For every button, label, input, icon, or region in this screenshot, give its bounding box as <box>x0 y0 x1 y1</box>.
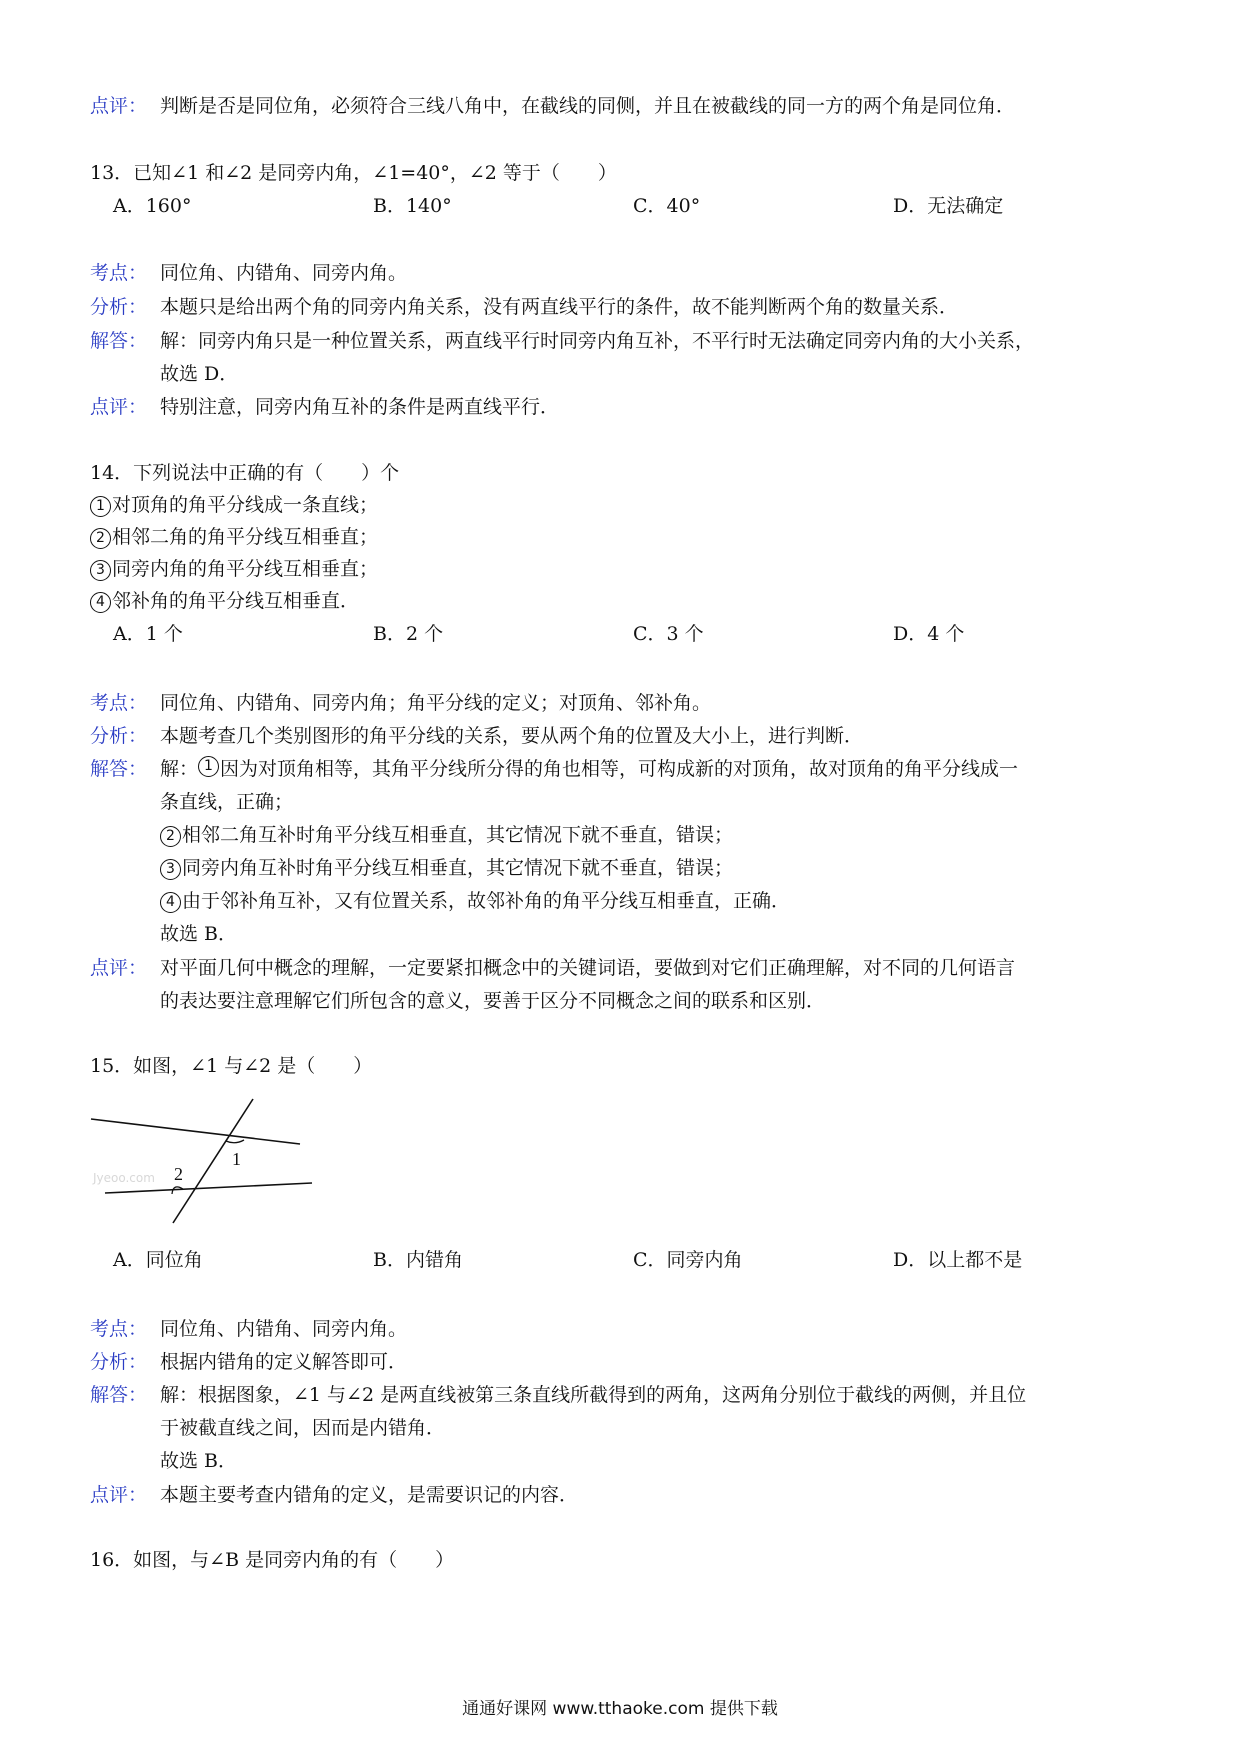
option-a: A．160° <box>113 195 192 217</box>
option-d: D．4 个 <box>893 623 965 645</box>
transversal-line <box>173 1099 253 1223</box>
answer-line: 于被截直线之间，因而是内错角． <box>160 1417 446 1439</box>
q13-analysis <box>90 294 958 320</box>
q13-comment <box>90 394 559 420</box>
answer-line: 4 由于邻补角互补，又有位置关系，故邻补角的角平分线互相垂直，正确． <box>160 888 790 914</box>
option-d: D．以上都不是 <box>893 1249 1023 1271</box>
answer-line: 因为对顶角相等，其角平分线所分得的角也相等，可构成新的对顶角，故对顶角的角平分线成一 <box>220 758 1019 780</box>
angle-2-label: 2 <box>174 1164 183 1184</box>
point-text: 同位角、内错角、同旁内角。 <box>160 262 408 284</box>
point-tag: 考点： <box>90 262 148 284</box>
option-b: B．内错角 <box>373 1249 463 1271</box>
analysis-text: 根据内错角的定义解答即可． <box>160 1351 408 1373</box>
page-footer: 通通好课网 www.tthaoke.com 提供下载 <box>462 1699 778 1719</box>
answer-tag: 解答： <box>90 330 148 352</box>
q15-analysis <box>90 1349 407 1375</box>
point-text: 同位角、内错角、同旁内角。 <box>160 1318 408 1340</box>
question-14-options <box>113 621 1153 647</box>
q14-point <box>90 690 711 716</box>
option-a: A．同位角 <box>113 1249 203 1271</box>
option-c: C．同旁内角 <box>633 1249 743 1271</box>
analysis-tag: 分析： <box>90 1351 148 1373</box>
circled-number: 3 <box>90 560 111 581</box>
answer-line: 3 同旁内角互补时角平分线互相垂直，其它情况下就不垂直，错误； <box>160 855 733 881</box>
answer-tag: 解答： <box>90 758 148 780</box>
comment-tag: 点评： <box>90 957 148 979</box>
option-b: B．140° <box>373 195 452 217</box>
angle-figure <box>88 1098 328 1238</box>
q14-analysis <box>90 723 863 749</box>
analysis-tag: 分析： <box>90 296 148 318</box>
statement-2: 2 相邻二角的角平分线互相垂直； <box>90 524 378 550</box>
answer-line: 解：同旁内角只是一种位置关系，两直线平行时同旁内角互补，不平行时无法确定同旁内角的大小关系， <box>160 330 1035 352</box>
answer-line: 条直线，正确； <box>160 791 294 813</box>
question-14-stem: 14．下列说法中正确的有（ ）个 <box>90 462 400 484</box>
answer-line: 故选 B． <box>160 923 238 945</box>
q15-answer <box>90 1382 1026 1408</box>
q14-answer <box>90 756 1018 782</box>
analysis-text: 本题考查几个类别图形的角平分线的关系，要从两个角的位置及大小上，进行判断． <box>160 725 864 747</box>
angle-1-label: 1 <box>232 1149 241 1169</box>
angle-1-arc <box>226 1140 244 1143</box>
top-comment <box>90 93 1015 119</box>
circled-number: 4 <box>90 592 111 613</box>
circled-number: 4 <box>160 892 181 913</box>
option-d: D．无法确定 <box>893 195 1004 217</box>
circled-number: 2 <box>90 528 111 549</box>
option-c: C．3 个 <box>633 623 704 645</box>
comment-line: 的表达要注意理解它们所包含的意义，要善于区分不同概念之间的联系和区别． <box>160 990 826 1012</box>
question-15-stem: 15．如图，∠1 与∠2 是（ ） <box>90 1055 373 1077</box>
comment-text: 对平面几何中概念的理解，一定要紧扣概念中的关键词语，要做到对它们正确理解，对不同的几何语言 <box>160 957 1016 979</box>
comment-text: 本题主要考查内错角的定义，是需要识记的内容． <box>160 1484 579 1506</box>
answer-line: 故选 B． <box>160 1450 238 1472</box>
option-c: C．40° <box>633 195 701 217</box>
q15-comment <box>90 1482 578 1508</box>
analysis-text: 本题只是给出两个角的同旁内角关系，没有两直线平行的条件，故不能判断两个角的数量关系． <box>160 296 959 318</box>
statement-3: 3 同旁内角的角平分线互相垂直； <box>90 556 378 582</box>
q14-comment <box>90 955 1015 981</box>
upper-line <box>91 1119 300 1144</box>
question-15-options <box>113 1247 1153 1273</box>
q13-point <box>90 260 407 286</box>
option-b: B．2 个 <box>373 623 444 645</box>
comment-tag: 点评： <box>90 396 148 418</box>
comment-text: 特别注意，同旁内角互补的条件是两直线平行． <box>160 396 560 418</box>
answer-line: 故选 D． <box>160 363 239 385</box>
answer-line: 解：根据图象，∠1 与∠2 是两直线被第三条直线所截得到的两角，这两角分别位于截线的两侧，并且位 <box>160 1384 1027 1406</box>
answer-prefix: 解： <box>160 758 199 780</box>
q15-point <box>90 1316 407 1342</box>
point-text: 同位角、内错角、同旁内角；角平分线的定义；对顶角、邻补角。 <box>160 692 712 714</box>
answer-tag: 解答： <box>90 1384 148 1406</box>
circled-number: 1 <box>90 496 111 517</box>
question-13-stem: 13．已知∠1 和∠2 是同旁内角，∠1=40°，∠2 等于（ ） <box>90 162 617 184</box>
comment-text: 判断是否是同位角，必须符合三线八角中，在截线的同侧，并且在被截线的同一方的两个角是同位角． <box>160 95 1016 117</box>
watermark: Jyeoo.com <box>93 1171 155 1185</box>
answer-line: 2 相邻二角互补时角平分线互相垂直，其它情况下就不垂直，错误； <box>160 822 733 848</box>
point-tag: 考点： <box>90 1318 148 1340</box>
option-a: A．1 个 <box>113 623 183 645</box>
comment-tag: 点评： <box>90 95 148 117</box>
comment-tag: 点评： <box>90 1484 148 1506</box>
analysis-tag: 分析： <box>90 725 148 747</box>
q13-answer <box>90 328 1034 354</box>
point-tag: 考点： <box>90 692 148 714</box>
statement-1: 1 对顶角的角平分线成一条直线； <box>90 492 378 518</box>
circled-number: 1 <box>198 756 219 777</box>
circled-number: 2 <box>160 826 181 847</box>
question-16-stem: 16．如图，与∠B 是同旁内角的有（ ） <box>90 1549 455 1571</box>
circled-number: 3 <box>160 859 181 880</box>
question-13-options <box>113 193 1153 219</box>
statement-4: 4 邻补角的角平分线互相垂直． <box>90 588 359 614</box>
